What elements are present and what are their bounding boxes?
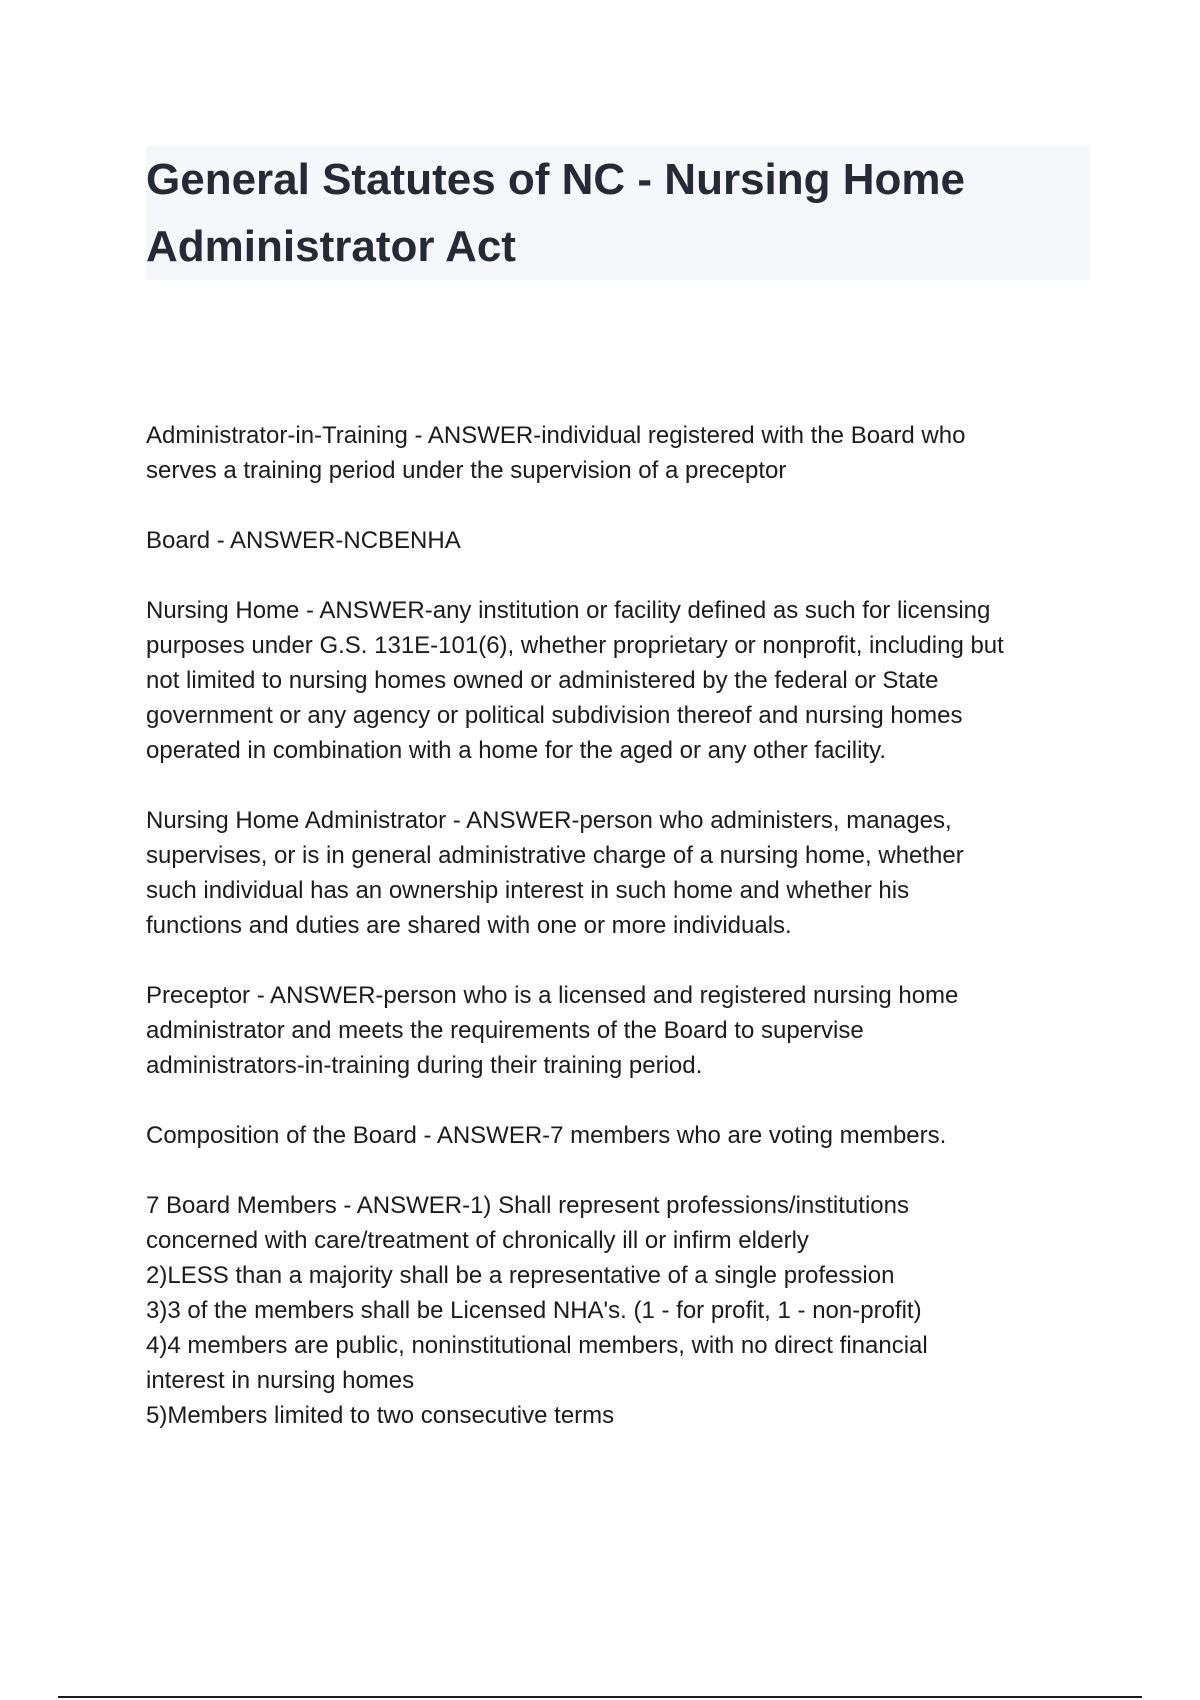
entry-line: administrator and meets the requirements of the Board to supervise xyxy=(146,1017,864,1044)
entry-7-board-members xyxy=(146,1188,1090,1433)
entry-line: such individual has an ownership interest in such home and whether his xyxy=(146,877,910,904)
entry-line: Composition of the Board - ANSWER-7 members who are voting members. xyxy=(146,1122,947,1149)
title-banner xyxy=(146,146,1090,280)
entry-line: purposes under G.S. 131E-101(6), whether proprietary or nonprofit, including but xyxy=(146,632,1004,659)
entry-line: Nursing Home Administrator - ANSWER-person who administers, manages, xyxy=(146,807,952,834)
page-bottom-divider xyxy=(58,1696,1142,1698)
entry-line: operated in combination with a home for the aged or any other facility. xyxy=(146,737,886,764)
flashcard-list xyxy=(146,418,1090,1468)
entry-line: functions and duties are shared with one or more individuals. xyxy=(146,912,792,939)
entry-preceptor xyxy=(146,978,1090,1083)
entry-line: 7 Board Members - ANSWER-1) Shall represent professions/institutions xyxy=(146,1192,909,1219)
entry-nursing-home-administrator xyxy=(146,803,1090,943)
entry-line: supervises, or is in general administrative charge of a nursing home, whether xyxy=(146,842,964,869)
entry-board xyxy=(146,523,1090,558)
entry-line: Nursing Home - ANSWER-any institution or facility defined as such for licensing xyxy=(146,597,991,624)
entry-administrator-in-training xyxy=(146,418,1090,488)
entry-line: 3)3 of the members shall be Licensed NHA's. (1 - for profit, 1 - non-profit) xyxy=(146,1297,922,1324)
entry-line: administrators-in-training during their training period. xyxy=(146,1052,703,1079)
entry-composition-of-the-board xyxy=(146,1118,1090,1153)
document-title-line-2: Administrator Act xyxy=(146,222,516,271)
document-title xyxy=(146,146,1090,280)
entry-line: not limited to nursing homes owned or administered by the federal or State xyxy=(146,667,939,694)
entry-line: 4)4 members are public, noninstitutional members, with no direct financial xyxy=(146,1332,928,1359)
entry-line: 2)LESS than a majority shall be a representative of a single profession xyxy=(146,1262,895,1289)
entry-nursing-home xyxy=(146,593,1090,768)
entry-line: government or any agency or political subdivision thereof and nursing homes xyxy=(146,702,963,729)
entry-line: concerned with care/treatment of chronically ill or infirm elderly xyxy=(146,1227,809,1254)
entry-line: Administrator-in-Training - ANSWER-individual registered with the Board who xyxy=(146,422,966,449)
entry-line: Preceptor - ANSWER-person who is a licensed and registered nursing home xyxy=(146,982,959,1009)
entry-line: interest in nursing homes xyxy=(146,1367,415,1394)
document-title-line-1: General Statutes of NC - Nursing Home xyxy=(146,155,966,204)
entry-line: 5)Members limited to two consecutive terms xyxy=(146,1402,615,1429)
entry-line: Board - ANSWER-NCBENHA xyxy=(146,527,461,554)
entry-line: serves a training period under the supervision of a preceptor xyxy=(146,457,787,484)
